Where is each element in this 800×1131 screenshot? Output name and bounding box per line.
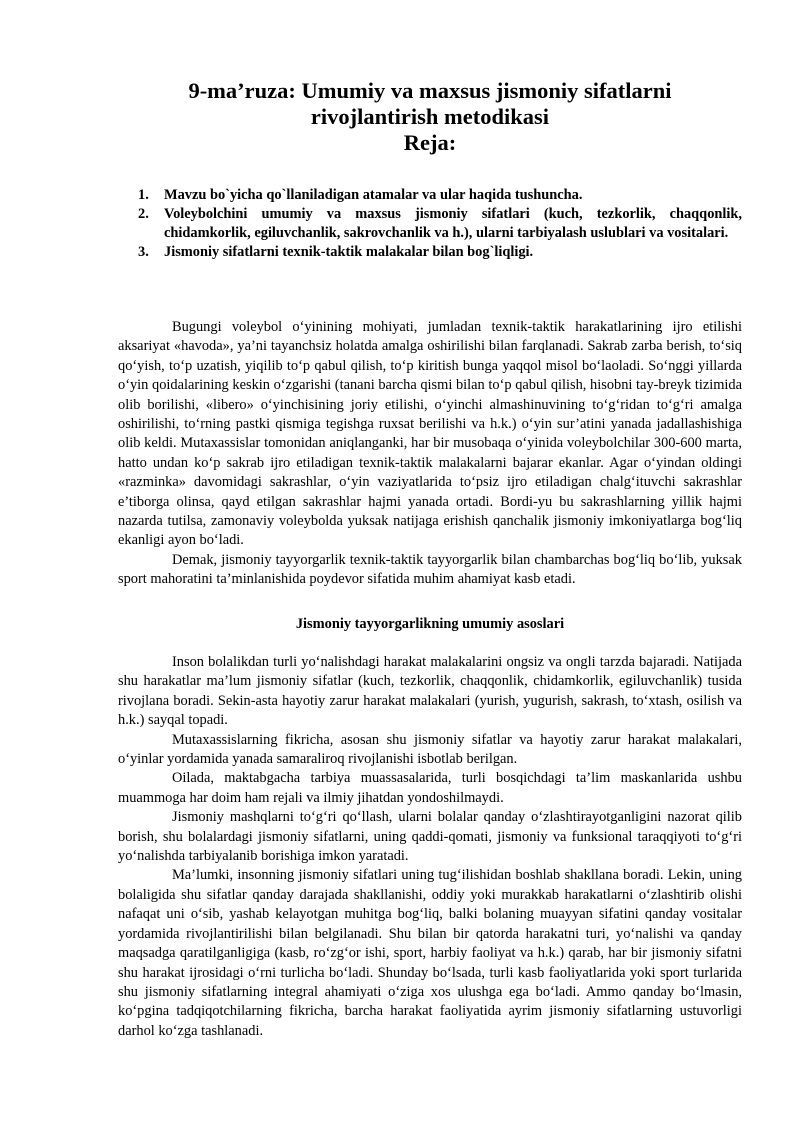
plan-item [118,205,742,243]
title-line-1: 9-ma’ruza: Umumiy va maxsus jismoniy sifatlarni [188,78,672,103]
plan-item-text: Voleybolchini umumiy va maxsus jismoniy sifatlari (kuch, tezkorlik, chaqqonlik, chidamkorlik, egiluvchanlik, sakrovchanlik va h.), ularni tarbiyalash uslublari va vositalari. [164,206,742,241]
section-intro [118,318,742,590]
plan-item-number: 3. [138,244,149,260]
paragraph: Jismoniy mashqlarni to‘g‘ri qo‘llash, ularni bolalar qanday o‘zlashtirayotganligini nazorat qilib borish, shu bolalardagi jismoniy sifatlarni, uning qaddi-qomati, jismoniy va funksional taraqqiyoti to‘g‘ri yo‘nalishda tarbiyalanib borishiga imkon yaratadi. [118,809,742,865]
plan-item-number: 1. [138,187,149,203]
paragraph: Oilada, maktabgacha tarbiya muassasalarida, turli bosqichdagi ta’lim maskanlarida ushbu muammoga har doim ham rejali va ilmiy jihatdan yondoshilmaydi. [118,770,742,806]
plan-item-text: Mavzu bo`yicha qo`llaniladigan atamalar va ular haqida tushuncha. [164,187,583,203]
paragraph: Ma’lumki, insonning jismoniy sifatlari uning tug‘ilishidan boshlab shakllana boradi. Lekin, uning bolaligida shu sifatlar qanday darajada shakllanishi, oddiy yoki murakkab harakatlarni o‘zlashtirib olishi nafaqat uni o‘sib, yashab kelayotgan muhitga bog‘liq, balki bolaning muayyan sifatini qanday vositalar yordamida rivojlantirilishi bilan belgilanadi. Shu bilan bir qatorda harakatni turi, yo‘nalishi va qanday maqsadga qaratilganligiga (kasb, ro‘zg‘or ishi, sport, harbiy faoliyat va h.k.) qarab, har bir jismoniy sifatni shu harakat ijrosidagi o‘rni turlicha bo‘ladi. Shunday bo‘lsada, turli kasb faoliyatlarida yoki sport turlarida shu jismoniy sifatlarning integral ahamiyati o‘ziga xos ulushga ega bo‘ladi. Ammo qanday bo‘lmasin, ko‘pgina tadqiqotchilarning fikricha, barcha harakat faoliyatida ayrim jismoniy sifatlarning ustuvorligi darhol ko‘zga tashlanadi. [118,867,742,1039]
section-heading: Jismoniy tayyorgarlikning umumiy asoslari [295,616,565,632]
title-line-2: rivojlantirish metodikasi [310,104,550,129]
plan-item [118,243,742,262]
plan-list [118,186,742,262]
plan-item-text: Jismoniy sifatlarni texnik-taktik malakalar bilan bog`liqligi. [164,244,534,260]
plan-item [118,186,742,205]
section-general-basics [118,653,742,1041]
title-plan-heading: Reja: [403,130,457,155]
paragraph: Inson bolalikdan turli yo‘nalishdagi harakat malakalarini ongsiz va ongli tarzda bajaradi. Natijada shu harakatlar ma’lum jismoniy sifatlar (kuch, tezkorlik, chaqqonlik, chidamkorlik, egiluvchanlik) tusida rivojlana boradi. Sekin-asta hayotiy zarur harakat malakalari (yurish, yugurish, sakrash, to‘xtash, osilish va h.k.) sayqal topadi. [118,654,742,729]
plan-item-number: 2. [138,206,149,222]
paragraph: Demak, jismoniy tayyorgarlik texnik-taktik tayyorgarlik bilan chambarchas bog‘liq bo‘lib, yuksak sport mahoratini ta’minlanishida poydevor sifatida muhim ahamiyat kasb etadi. [118,551,742,588]
paragraph: Bugungi voleybol o‘yinining mohiyati, jumladan texnik-taktik harakatlarining ijro etilishi aksariyat «havoda», ya’ni tayanchsiz holatda amalga oshirilishi bilan farqlanadi. Sakrab zarba berish, to‘siq qo‘yish, to‘p uzatish, yiqilib to‘p qabul qilish, to‘p kiritish bunga yaqqol misol bo‘laoladi. So‘nggi yillarda o‘yin qoidalarining keskin o‘zgarishi (tanani barcha qismi bilan to‘p qabul qilish, hisobni tay-breyk tizimida olib borilishi, «libero» o‘yinchisining joriy etilishi, o‘yinchi almashinuvining to‘g‘ridan to‘g‘ri amalga oshirilishi, to‘rning pastki qismiga tegishga ruxsat berilishi va h.k.) o‘yin sur’atini yanada jadallashishiga olib keldi. Mutaxassislar tomonidan aniqlanganki, har bir musobaqa o‘yinida voleybolchilar 300-600 marta, hatto undan ko‘p sakrab ijro etiladigan texnik-taktik malakalarni bajarar ekanlar. Agar o‘yindan oldingi «razminka» davomidagi sakrashlar, o‘yin vaziyatlarida to‘psiz ijro etiladigan chalg‘ituvchi sakrashlar e’tiborga olinsa, qayd etilgan sakrashlar hajmi yanada ortadi. Bordi-yu bu sakrashlarning yillik hajmi nazarda tutilsa, zamonaviy voleybolda yuksak natijaga erishish qanchalik jismoniy imkoniyatlarga bog‘liq ekanligi ayon bo‘ladi. [118,319,742,549]
page-title [100,78,760,156]
paragraph: Mutaxassislarning fikricha, asosan shu jismoniy sifatlar va hayotiy zarur harakat malakalari, o‘yinlar yordamida yanada samaraliroq rivojlanishi isbotlab berilgan. [118,731,742,768]
